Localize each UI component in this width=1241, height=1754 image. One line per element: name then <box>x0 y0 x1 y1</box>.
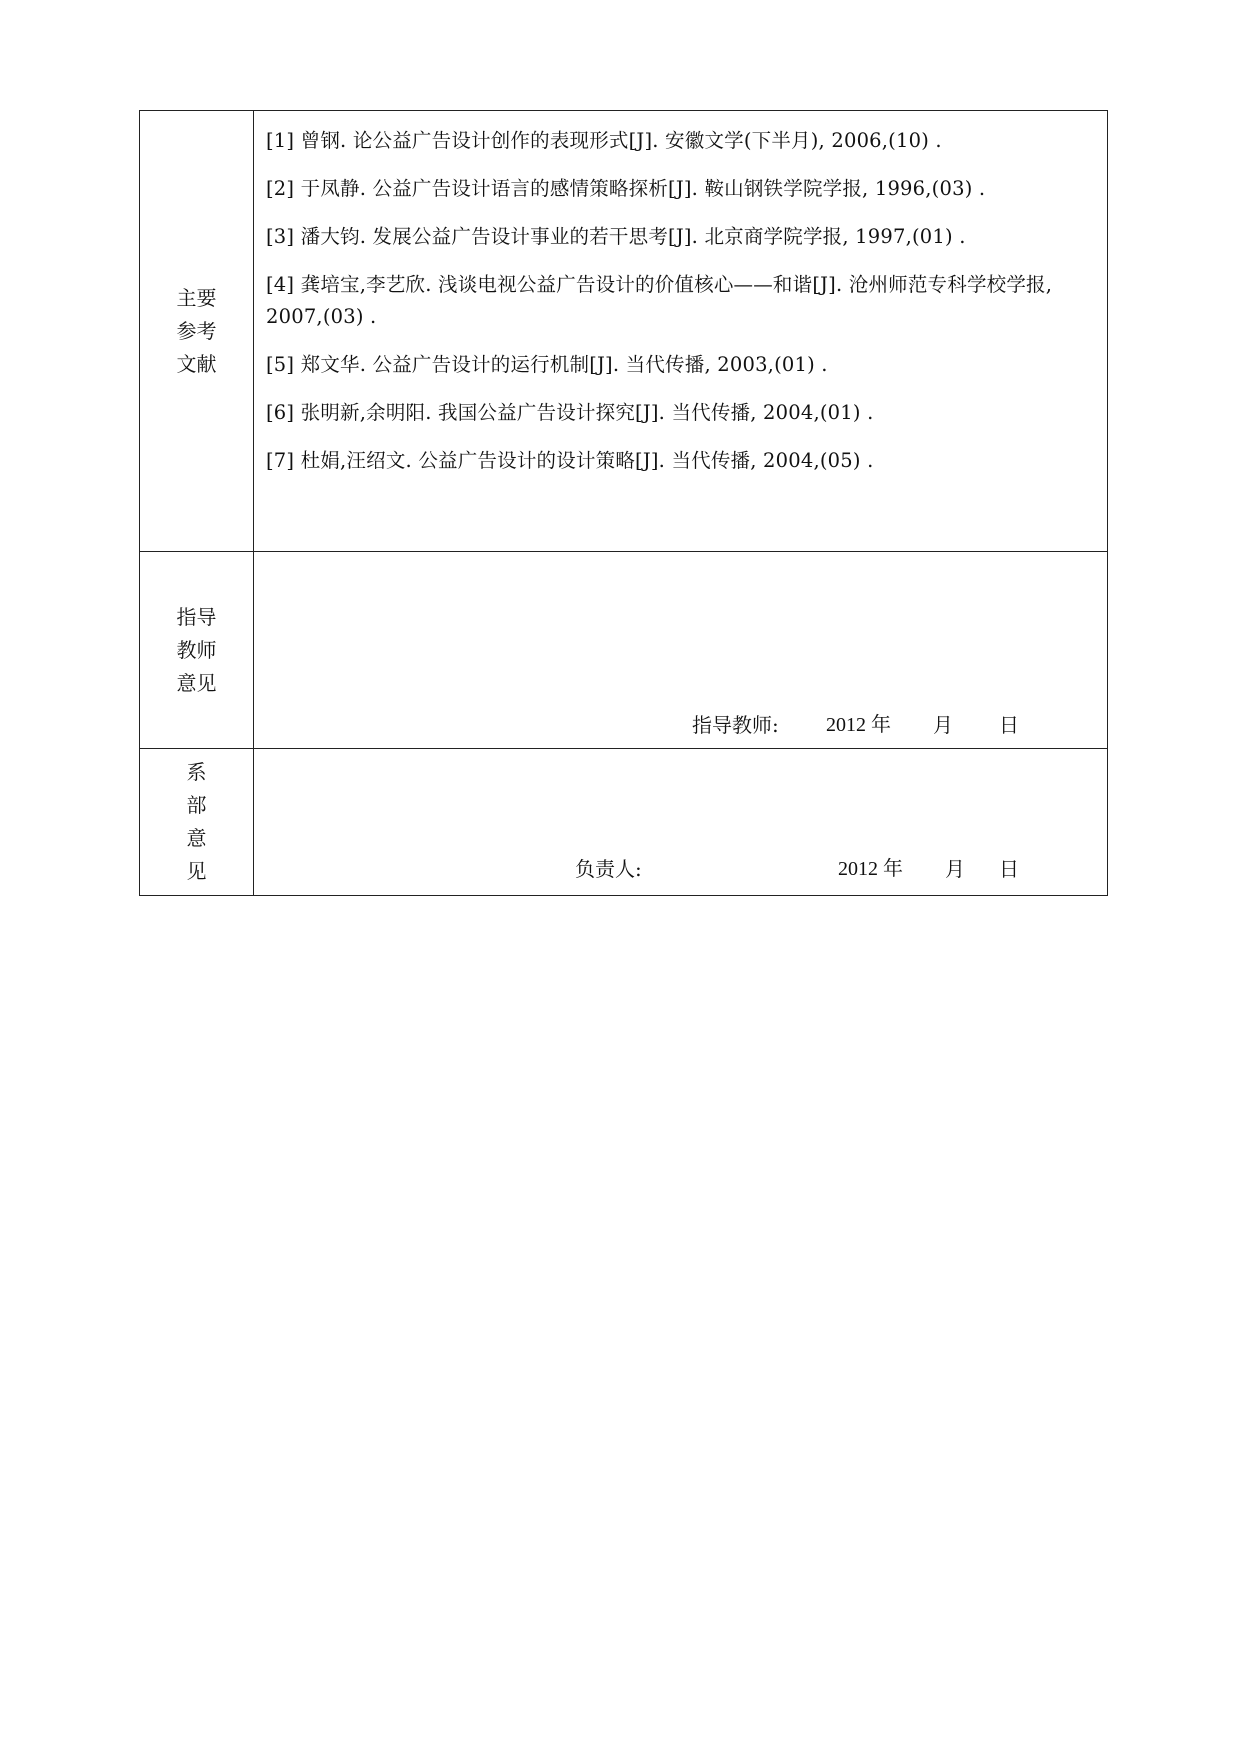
advisor-label-line: 意见 <box>176 670 217 695</box>
reference-item: [6] 张明新,余明阳. 我国公益广告设计探究[J]. 当代传播, 2004,(01) . <box>266 401 874 424</box>
department-opinion-field[interactable] <box>254 749 1108 896</box>
references-label-line: 文献 <box>176 351 217 376</box>
advisor-month: 月 <box>933 713 953 737</box>
advisor-label-line: 指导 <box>176 604 217 629</box>
department-day: 日 <box>999 857 1019 881</box>
department-label-line: 系 <box>186 760 207 784</box>
references-list <box>254 111 1108 552</box>
references-label-line: 主要 <box>176 285 217 310</box>
department-signer-label: 负责人: <box>575 857 642 881</box>
department-opinion-row <box>140 749 1108 896</box>
department-label-line: 见 <box>186 859 207 883</box>
advisor-day: 日 <box>999 713 1019 737</box>
advisor-opinion-field[interactable] <box>254 552 1108 749</box>
department-month: 月 <box>945 857 965 881</box>
reference-item: [5] 郑文华. 公益广告设计的运行机制[J]. 当代传播, 2003,(01) . <box>266 353 828 376</box>
advisor-signer-label: 指导教师: <box>692 713 779 737</box>
advisor-signature-line <box>254 552 1107 748</box>
advisor-year: 2012 年 <box>826 714 891 736</box>
department-opinion-label <box>140 749 254 896</box>
department-label-line: 意 <box>186 826 207 850</box>
references-label-line: 参考 <box>176 318 217 343</box>
advisor-opinion-label <box>140 552 254 749</box>
references-label <box>140 111 254 552</box>
reference-item: [3] 潘大钧. 发展公益广告设计事业的若干思考[J]. 北京商学院学报, 1997,(01) . <box>266 225 966 248</box>
reference-item: [7] 杜娟,汪绍文. 公益广告设计的设计策略[J]. 当代传播, 2004,(05) . <box>266 449 874 472</box>
reference-item: [1] 曾钢. 论公益广告设计创作的表现形式[J]. 安徽文学(下半月), 2006,(10) . <box>266 129 942 152</box>
references-row <box>140 111 1108 552</box>
department-signature-line <box>254 749 1107 895</box>
reference-item: [2] 于凤静. 公益广告设计语言的感情策略探析[J]. 鞍山钢铁学院学报, 1996,(03) . <box>266 177 986 200</box>
department-year: 2012 年 <box>838 858 903 880</box>
opinion-form-table <box>139 110 1108 896</box>
advisor-opinion-row <box>140 552 1108 749</box>
reference-item: [4] 龚培宝,李艺欣. 浅谈电视公益广告设计的价值核心——和谐[J]. 沧州师范专科学校学报, 2007,(03) . <box>266 273 1053 328</box>
advisor-label-line: 教师 <box>176 637 217 662</box>
department-label-line: 部 <box>186 793 207 817</box>
